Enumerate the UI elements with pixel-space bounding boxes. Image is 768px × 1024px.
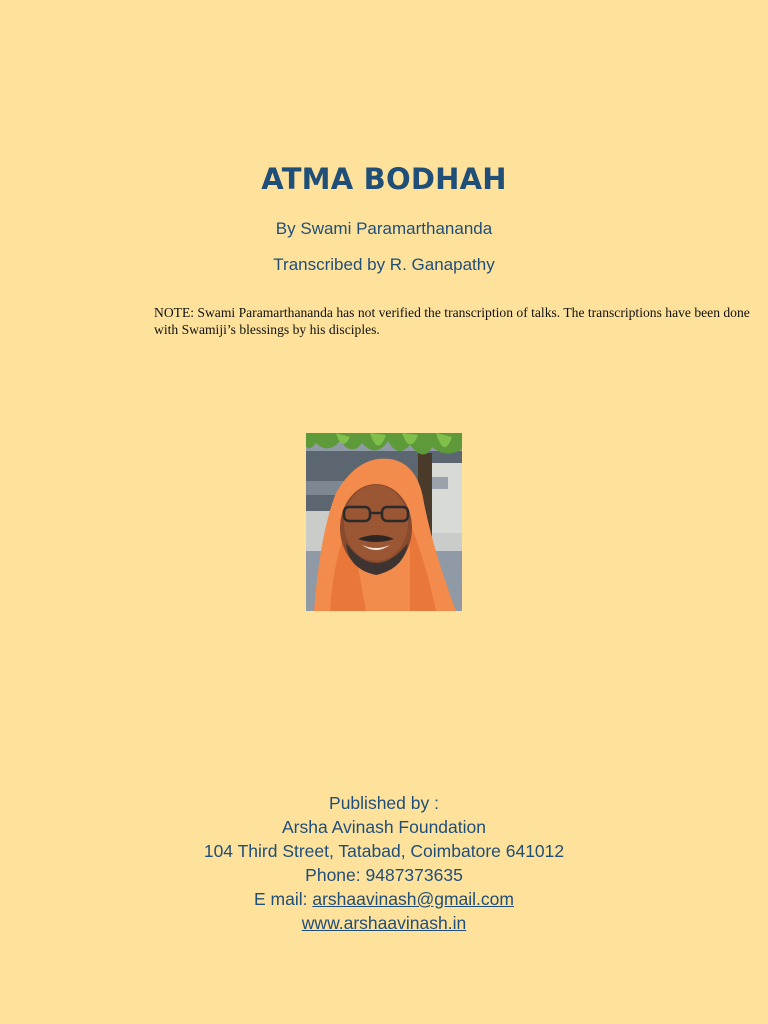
publisher-address: 104 Third Street, Tatabad, Coimbatore 641012 xyxy=(203,841,565,861)
author-line: By Swami Paramarthananda xyxy=(275,219,493,238)
author-photo xyxy=(306,433,462,611)
website-link[interactable]: www.arshaavinash.in xyxy=(301,913,467,933)
transcription-note: NOTE: Swami Paramarthananda has not verified the transcription of talks. The transcriptions have been done with Swamiji’s blessings by his disciples. xyxy=(154,305,750,337)
publisher-name: Arsha Avinash Foundation xyxy=(282,817,486,837)
email-link[interactable]: arshaavinash@gmail.com xyxy=(312,889,514,909)
published-by-label: Published by : xyxy=(329,793,439,813)
transcriber-line: Transcribed by R. Ganapathy xyxy=(273,255,495,274)
publisher-email-line xyxy=(0,887,768,911)
document-title: ATMA BODHAH xyxy=(261,162,507,196)
publisher-block xyxy=(0,791,768,935)
publisher-website-line xyxy=(0,911,768,935)
email-label: E mail: xyxy=(254,889,313,909)
publisher-phone: Phone: 9487373635 xyxy=(305,865,463,885)
